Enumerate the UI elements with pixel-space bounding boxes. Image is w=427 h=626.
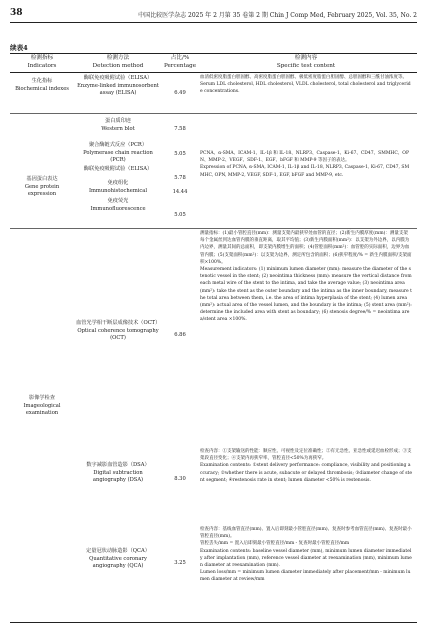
- method-zh: 聚合酶链式反应（PCR）: [88, 142, 148, 148]
- header-indicators: [10, 55, 74, 71]
- specific-content-dsa: [200, 448, 412, 484]
- content-zh: 测量指标：(1)最小管腔直径(mm)：测量支架内最狭窄处血管的直径；(2)新生内膜厚度(mm)：测量支架每个金属丝到达血管内膜的垂直距离，取其平均值；(3)新生内膜面积(mm²)：以支架为外边界，以内膜为内边界，测量其间的总面积，即支架内膜增生的面积；(4)管腔面积(mm²)：血管腔的实际面积，边界为血管内膜；(5)支架面积(mm²)：以支架为边界，测定所包含的面积；(6)狭窄程度/% = 新生内膜面积/支架面积×100%。: [200, 231, 412, 265]
- method-elisa: [76, 75, 160, 98]
- percentage-ihc: 14.44: [172, 189, 188, 195]
- header-percentage-en: Percentage: [163, 62, 197, 69]
- method-western-blot: [76, 118, 160, 142]
- content-formula-zh: 管腔丢失/mm = 置入后即刻最小管腔直径/mm - 复查时最小管腔直径/mm: [200, 541, 350, 547]
- method-immunofluorescence: [76, 198, 160, 213]
- table-top-rule: [10, 53, 417, 54]
- percentage-oct: 6.86: [174, 332, 186, 338]
- page-number: 38: [10, 8, 23, 18]
- content-en: Examination contents: ①stent delivery performance: compliance, visibility and positioning accuracy; ②whether there is acute, subacute or delayed thrombosis; ③diameter change of stent segment; ④restenosis rate in stent; lumen diameter <50% is restenosis.: [200, 463, 412, 483]
- running-header: [10, 8, 417, 23]
- table-caption: 续表4: [10, 44, 28, 52]
- percentage-dsa: 8.30: [174, 476, 186, 482]
- percentage-qca: 3.25: [174, 560, 186, 566]
- content-en: Serum LDL cholesterol, HDL cholesterol, VLDL cholesterol, total cholesterol and triglyceride concentrations.: [200, 82, 411, 95]
- method-en: Immunohistochemical: [88, 187, 148, 194]
- method-en: Digital subtraction angiography (DSA): [92, 469, 144, 484]
- content-en: Measurement indicators: (1) minimum lumen diameter (mm): measure the diameter of the stenotic vessel in the stent; (2) neointima thickness (mm): measure the vertical distance from each metal wire of the stent to the intima, and take the average value; (3) neointima area (mm²): take the stent as the outer boundary and the intima as the inner boundary, measure the total area between them, i.e. the area of intima hyperplasia of the stent; (4) lumen area (mm²): actual area of the vessel lumen, and the boundary is the intima; (5) stent area (mm²): determine the included area with stent as boundary; (6) stenosis degree/% = neointima area/stent area ×100%.: [200, 267, 412, 323]
- method-en: Western blot: [101, 125, 135, 132]
- header-specific: [200, 55, 412, 71]
- indicator-en: Gene protein expression: [24, 183, 60, 198]
- method-zh: 免疫组化: [107, 180, 129, 186]
- method-pcr: [76, 142, 160, 166]
- method-oct: [76, 320, 160, 343]
- header-indicators-zh: 检测指标: [30, 55, 54, 61]
- method-zh: 酶联免疫吸附试验（ELISA）: [83, 166, 153, 172]
- header-percentage-zh: 占比/%: [170, 55, 190, 61]
- method-en: Immunofluorescence: [90, 205, 146, 212]
- percentage-pcr: 5.05: [174, 151, 186, 157]
- journal-citation: 中国比较医学杂志 2025 年 2 月第 35 卷第 2 期 Chin J Comp Med, February 2025, Vol. 35, No. 2: [138, 12, 417, 19]
- method-elisa-gene: [76, 166, 160, 180]
- indicator-en: Imageological examination: [23, 402, 61, 417]
- percentage-if: 5.05: [174, 212, 186, 218]
- indicator-zh: 生化指标: [31, 78, 53, 84]
- percentage-elisa-gene: 5.78: [174, 175, 186, 181]
- method-list-gene: [76, 118, 160, 213]
- method-zh: 血管光学相干断层成像技术（OCT）: [76, 320, 161, 326]
- header-specific-zh: 检测内容: [294, 55, 318, 61]
- method-zh: 蛋白质印迹: [105, 118, 131, 124]
- indicator-zh: 基因蛋白表达: [26, 176, 58, 182]
- specific-content-biochemical: [200, 74, 412, 96]
- specific-content-qca: [200, 526, 412, 584]
- method-en: Quantitative coronary angiography (QCA): [89, 555, 147, 570]
- content-zh: 检查内容：基线血管直径(mm)、置入后即刻最小管腔直径(mm)、复查时参考血管直径(mm)、复查时最小管腔直径(mm)。: [200, 527, 412, 540]
- method-zh: 酶联免疫吸附试验（ELISA）: [83, 75, 153, 81]
- table-header-rule: [10, 72, 417, 73]
- row-gene-protein-indicator: [10, 176, 74, 199]
- header-percentage: [160, 55, 200, 71]
- row-divider: [10, 113, 417, 114]
- method-dsa: [76, 462, 160, 485]
- content-zh: PCNA、α-SMA、ICAM-1、IL-1β 和 IL-18、NLRP3、Caspase-1、Ki-67、CD47、SMMHC、OPN、MMP-2、VEGF、SDF-1、EGF、bFGF 和 MMP-9 等因子的表达。: [200, 151, 410, 164]
- method-en: Enzyme-linked immunosorbent assay (ELISA): [77, 82, 159, 97]
- method-en: Optical coherence tomography (OCT): [77, 327, 159, 342]
- content-formula-en: Lumen loss/mm = minimum lumen diameter immediately after placement/mm - minimum lumen diameter at review/mm: [200, 570, 411, 583]
- method-immunohistochemical: [76, 180, 160, 198]
- header-method-en: Detection method: [92, 62, 144, 69]
- method-zh: 数字减影血管造影（DSA）: [86, 462, 150, 468]
- row-biochemical-indicator: [10, 78, 74, 93]
- method-zh: 免疫荧光: [107, 198, 129, 204]
- header-method: [76, 55, 160, 71]
- table-bottom-rule: [10, 622, 417, 623]
- header-method-zh: 检测方法: [106, 55, 130, 61]
- row-divider: [10, 228, 417, 229]
- method-qca: [76, 548, 160, 571]
- indicator-zh: 影像学检查: [29, 395, 55, 401]
- indicator-en: Biochemical indexes: [15, 85, 69, 92]
- content-en: Examination contents: baseline vessel diameter (mm), minimum lumen diameter immediately after implantation (mm), reference vessel diameter at reexamination (mm), minimum lumen diameter at reexamination (mm).: [200, 548, 412, 569]
- specific-content-gene: [200, 150, 412, 179]
- content-zh: 检查内容：①支架输送的性能：顺应性、可视性及定位准确性；②有无急性、亚急性或延迟血栓形成；③支架段直径变化；④支架内再狭窄率，管腔直径<50%为再狭窄。: [200, 449, 412, 462]
- content-en: Expression of PCNA, α-SMA, ICAM-1, IL-1β and IL-18, NLRP3, Caspase-1, Ki-67, CD47, SMMHC, OPN, MMP-2, VEGF, SDF-1, EGF, bFGF and MMP-9, etc.: [200, 165, 410, 178]
- content-zh: 血清低密度脂蛋白胆固醇、高密度脂蛋白胆固醇、极低密度脂蛋白胆固醇、总胆固醇和三酰甘油浓度等。: [200, 75, 407, 80]
- method-en: Polymerase chain reaction (PCR): [83, 149, 153, 164]
- header-indicators-en: Indicators: [27, 62, 57, 69]
- percentage-value: 6.49: [174, 90, 186, 96]
- percentage-western-blot: 7.58: [174, 126, 186, 132]
- specific-content-oct: [200, 230, 412, 324]
- row-imaging-indicator: [10, 395, 74, 418]
- method-zh: 定量冠状动脉造影（QCA）: [86, 548, 150, 554]
- header-specific-en: Specific test content: [276, 62, 336, 69]
